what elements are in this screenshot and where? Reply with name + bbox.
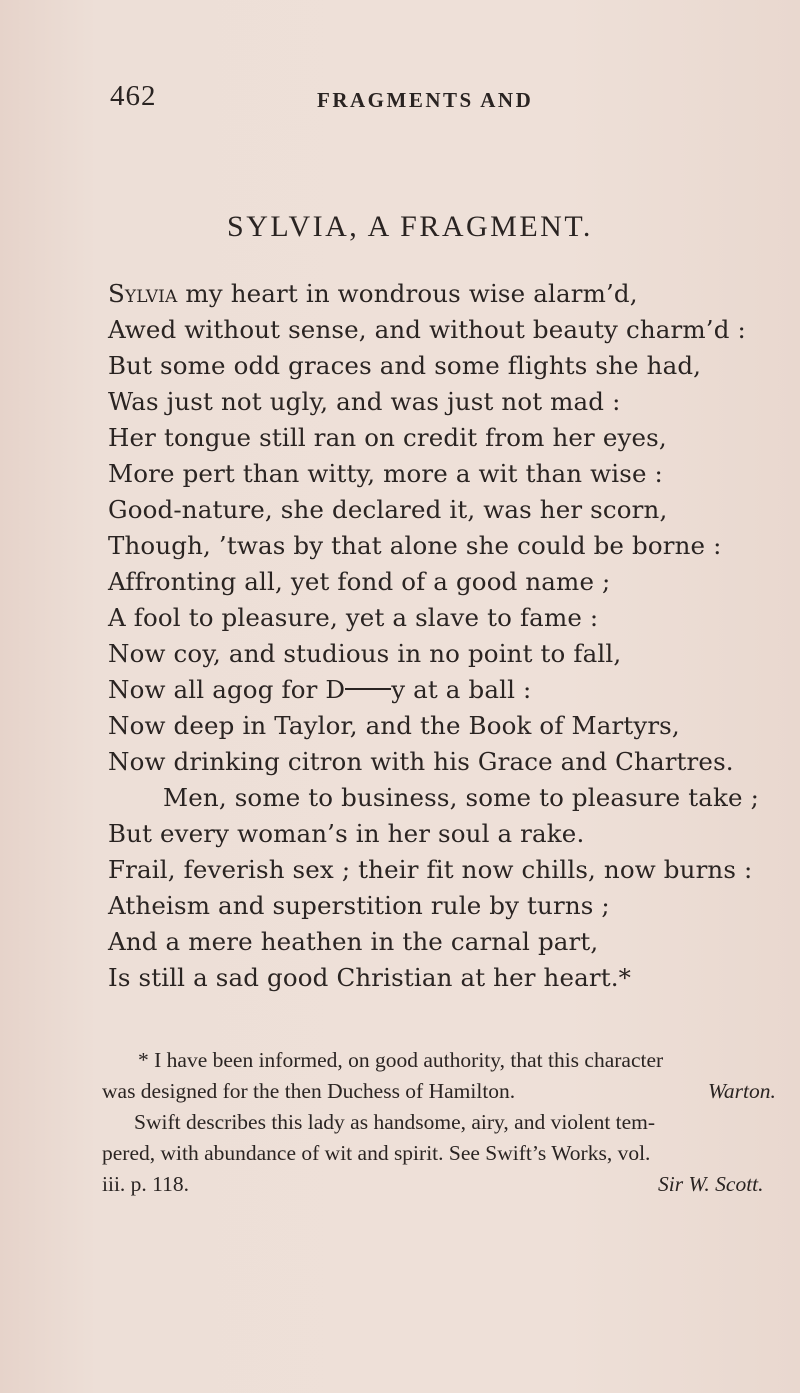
poem-line-20: Is still a sad good Christian at her heart.*: [108, 963, 632, 992]
poem-line-11: Now coy, and studious in no point to fall,: [108, 639, 622, 668]
poem-line-13: Now deep in Taylor, and the Book of Martyrs,: [108, 711, 680, 740]
footnote-line-5: iii. p. 118. Sir W. Scott.: [102, 1169, 792, 1200]
poem-line-19: And a mere heathen in the carnal part,: [108, 927, 599, 956]
page-number: 462: [110, 80, 157, 112]
poem-line-9: Affronting all, yet fond of a good name ;: [108, 567, 611, 596]
poem-line-12: Now all agog for D y at a ball :: [108, 675, 532, 704]
poem-line-6: More pert than witty, more a wit than wise :: [108, 459, 663, 488]
footnote-line-2: was designed for the then Duchess of Hamilton. Warton.: [102, 1076, 792, 1107]
footnote-attribution-scott: Sir W. Scott.: [658, 1172, 764, 1196]
poem-line-1: Sylvia my heart in wondrous wise alarm’d,: [108, 279, 638, 308]
poem-line-10: A fool to pleasure, yet a slave to fame :: [108, 603, 599, 632]
poem-line-15: Men, some to business, some to pleasure take ;: [163, 783, 759, 812]
running-title: FRAGMENTS AND: [317, 88, 534, 112]
poem-line-4: Was just not ugly, and was just not mad :: [108, 387, 621, 416]
footnote: [102, 1045, 792, 1200]
footnote-line-3: Swift describes this lady as handsome, airy, and violent tem-: [134, 1110, 656, 1134]
footnote-line-1: * I have been informed, on good authority, that this character: [138, 1048, 664, 1072]
footnote-attribution-warton: Warton.: [708, 1079, 776, 1103]
poem-line-7: Good-nature, she declared it, was her scorn,: [108, 495, 668, 524]
poem-line-8: Though, ’twas by that alone she could be borne :: [108, 531, 722, 560]
poem-line-18: Atheism and superstition rule by turns ;: [108, 891, 610, 920]
first-word: Sylvia: [108, 279, 178, 308]
poem-line-16: But every woman’s in her soul a rake.: [108, 819, 585, 848]
poem-line-2: Awed without sense, and without beauty charm’d :: [108, 315, 746, 344]
poem-line-14: Now drinking citron with his Grace and Chartres.: [108, 747, 734, 776]
running-head: [110, 80, 630, 120]
poem-line-5: Her tongue still ran on credit from her eyes,: [108, 423, 667, 452]
footnote-line-4: pered, with abundance of wit and spirit. See Swift’s Works, vol.: [102, 1141, 651, 1165]
poem-title: SYLVIA, A FRAGMENT.: [227, 210, 593, 243]
em-dash-rule: [345, 688, 391, 690]
poem-line-17: Frail, feverish sex ; their fit now chills, now burns :: [108, 855, 753, 884]
poem-line-3: But some odd graces and some flights she had,: [108, 351, 702, 380]
poem-body: [108, 276, 798, 996]
